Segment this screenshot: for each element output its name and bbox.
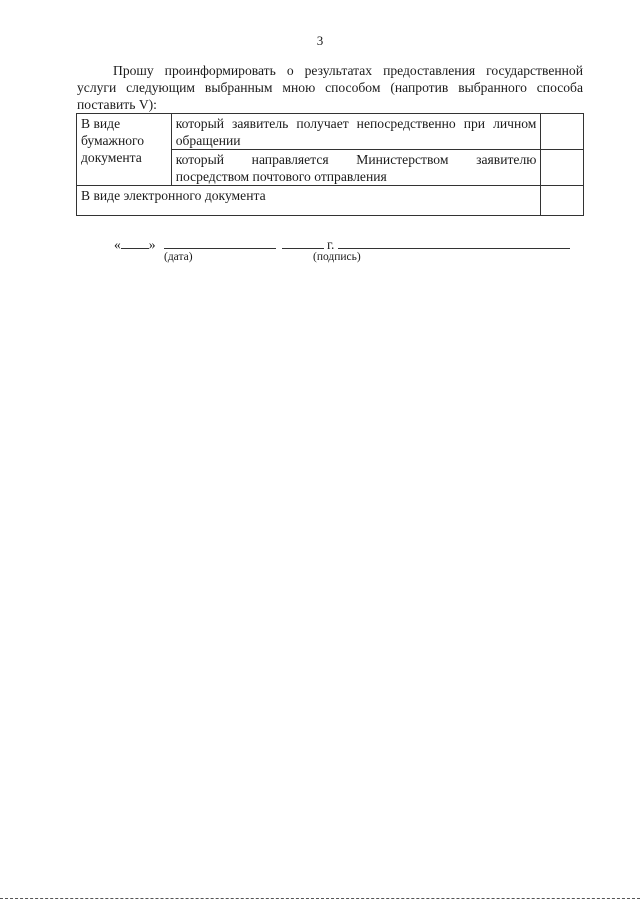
quote-open: «: [114, 237, 121, 252]
intro-paragraph: Прошу проинформировать о результатах предоставления государственной услуги следующим выбранным мною способом (напротив выбранного способа поставить V):: [77, 63, 583, 112]
paper-document-label: В виде бумажного документа: [77, 114, 172, 186]
signature-field[interactable]: [338, 236, 570, 249]
table-row: [77, 186, 584, 216]
option-postal-delivery: который направляется Министерством заявителю посредством почтового отправления: [171, 150, 541, 186]
date-caption: (дата): [164, 251, 193, 263]
quote-close: »: [148, 237, 156, 252]
page-bottom-rule: [0, 898, 640, 899]
checkbox-postal-delivery[interactable]: [541, 150, 584, 186]
table-row: [77, 114, 584, 150]
month-field[interactable]: [164, 236, 276, 249]
checkbox-personal-pickup[interactable]: [541, 114, 584, 150]
signature-caption: (подпись): [313, 251, 361, 263]
page-number: 3: [316, 33, 324, 48]
year-field[interactable]: [282, 236, 324, 249]
day-field[interactable]: [121, 236, 149, 249]
delivery-options-table: [76, 113, 584, 216]
option-electronic-document: В виде электронного документа: [77, 186, 541, 216]
checkbox-electronic-document[interactable]: [541, 186, 584, 216]
year-suffix: г.: [327, 237, 335, 252]
option-personal-pickup: который заявитель получает непосредственно при личном обращении: [171, 114, 541, 150]
